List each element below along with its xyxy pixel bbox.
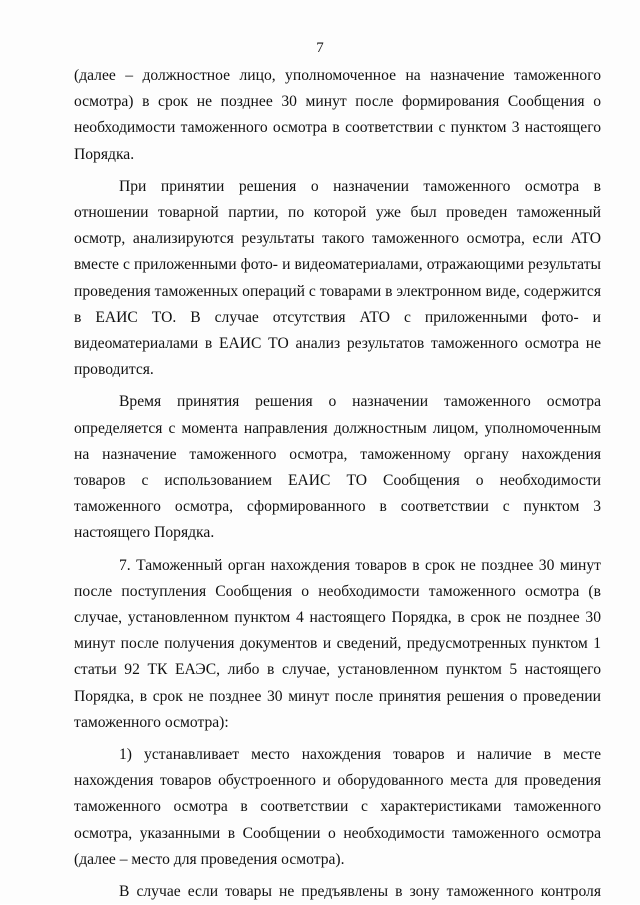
paragraph-item-7: 7. Таможенный орган нахождения товаров в срок не позднее 30 минут после поступления Сообщения о необходимости таможенного осмотра (в случае, установленном пунктом 4 настоящего Порядка, в срок не позднее 30 минут после получения документов и сведений, предусмотренных пунктом 1 статьи 92 ТК ЕАЭС, либо в случае, установленном пунктом 5 настоящего Порядка, в срок не позднее 30 минут после принятия решения о проведении таможенного осмотра): [74, 556, 601, 731]
paragraph-decision-time: Время принятия решения о назначении таможенного осмотра определяется с момента направления должностным лицом, уполномоченным на назначение таможенного осмотра, таможенному органу нахождения товаров с использованием ЕАИС ТО Сообщения о необходимости таможенного осмотра, сформированного в соответствии с пунктом 3 настоящего Порядка. [74, 393, 601, 542]
paragraph-inspection-decision: При принятии решения о назначении таможенного осмотра в отношении товарной партии, по которой уже был проведен таможенный осмотр, анализируются результаты такого таможенного осмотра, если АТО вместе с приложенными фото- и видеоматериалами, отражающими результаты проведения таможенных операций с товарами в электронном виде, содержится в ЕАИС ТО. В случае отсутствия АТО с приложенными фото- и видеоматериалами в ЕАИС ТО анализ результатов таможенного осмотра не проводится. [74, 177, 601, 379]
paragraph-goods-not-presented: В случае если товары не предъявлены в зону таможенного контроля [119, 883, 601, 901]
document-body [74, 63, 601, 905]
page-number: 7 [316, 40, 324, 56]
paragraph-subitem-1: 1) устанавливает место нахождения товаров и наличие в месте нахождения товаров обустроенного и оборудованного места для проведения таможенного осмотра в соответствии с характеристиками таможенного осмотра, указанными в Сообщении о необходимости таможенного осмотра (далее – место для проведения осмотра). [74, 746, 601, 868]
paragraph-continuation: (далее – должностное лицо, уполномоченное на назначение таможенного осмотра) в срок не позднее 30 минут после формирования Сообщения о необходимости таможенного осмотра в соответствии с пунктом 3 настоящего Порядка. [74, 67, 601, 163]
